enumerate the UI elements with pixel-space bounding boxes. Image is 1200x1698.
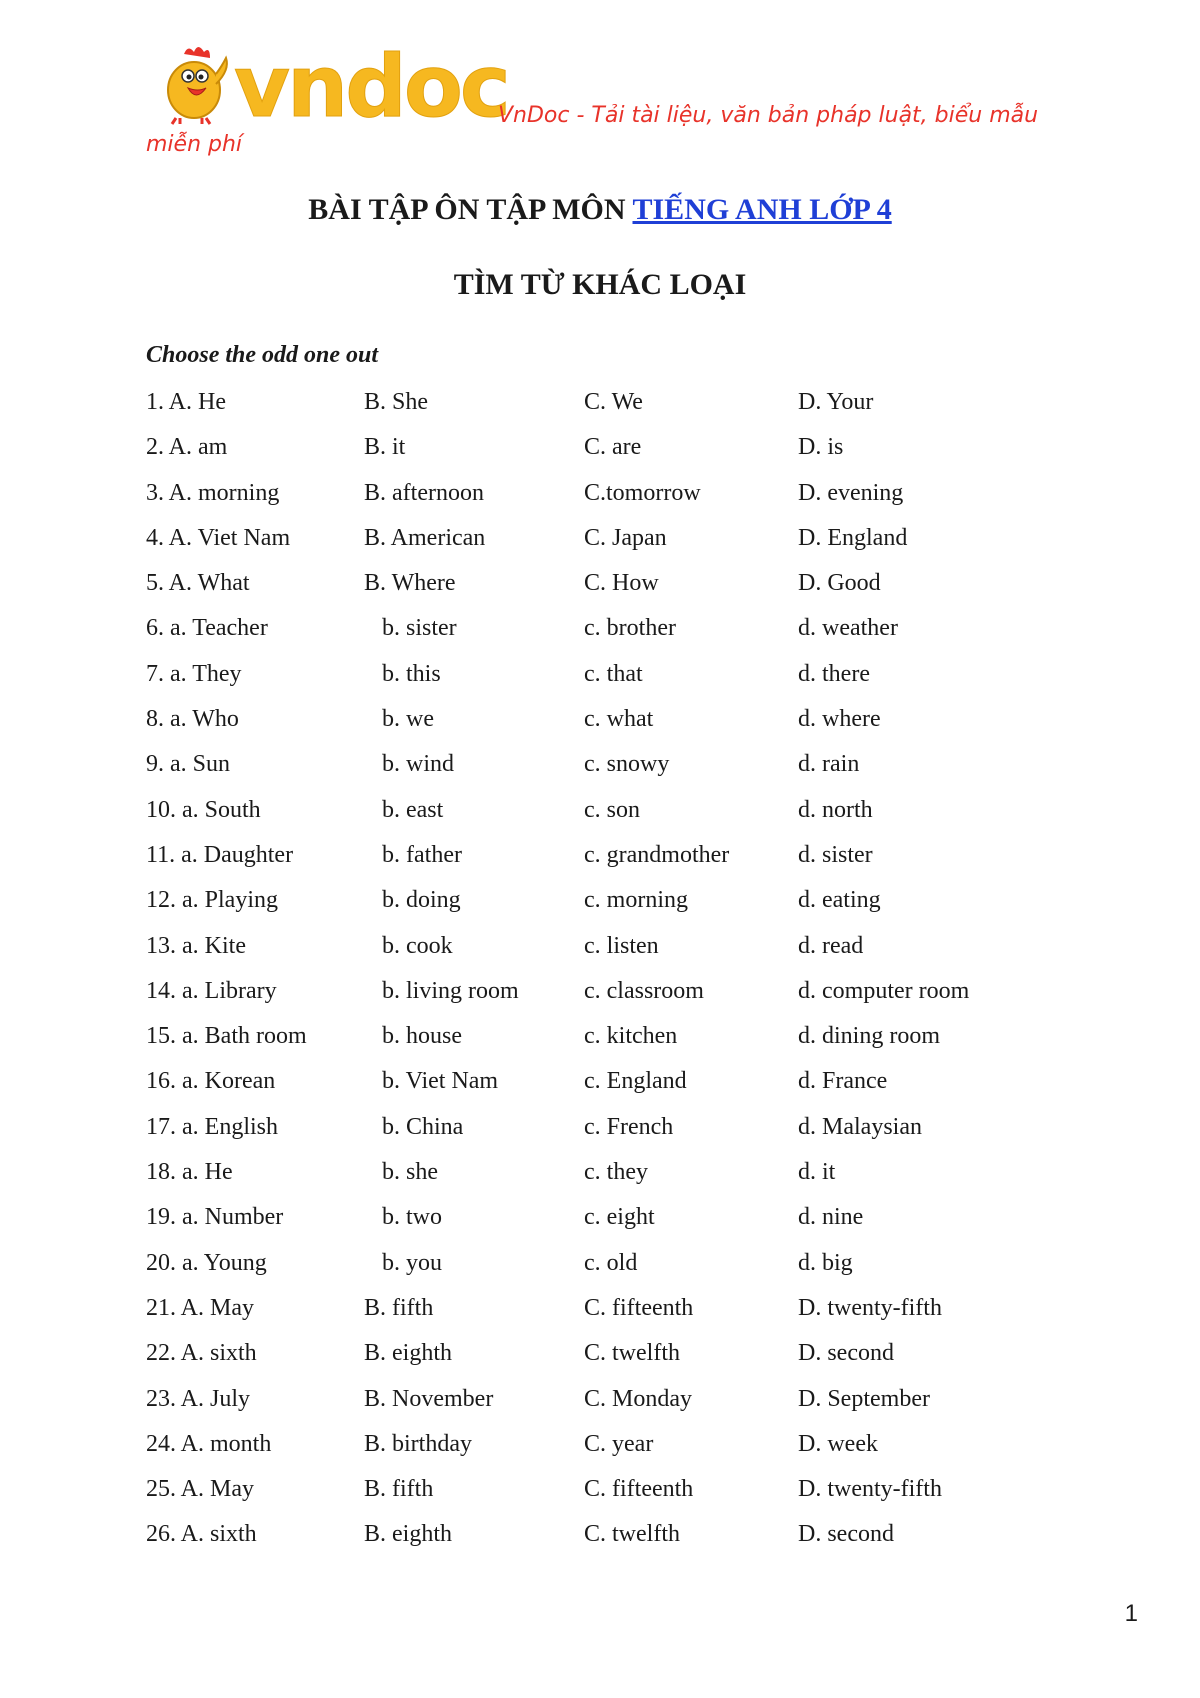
option-b: B. fifth <box>364 1294 434 1321</box>
option-a: 13. a. Kite <box>146 932 246 959</box>
option-b: b. this <box>382 660 441 687</box>
question-row <box>146 878 1046 923</box>
option-d: d. where <box>798 706 881 733</box>
option-d: D. Good <box>798 570 881 597</box>
option-c: c. old <box>584 1249 638 1276</box>
option-b: b. we <box>382 706 434 733</box>
option-c: C. are <box>584 434 642 461</box>
option-b: b. living room <box>382 977 519 1004</box>
option-a: 15. a. Bath room <box>146 1023 307 1050</box>
option-d: d. computer room <box>798 977 970 1004</box>
question-row <box>146 425 1046 470</box>
option-a: 6. a. Teacher <box>146 615 268 642</box>
option-d: D. England <box>798 524 908 551</box>
option-c: C. fifteenth <box>584 1294 694 1321</box>
option-d: d. France <box>798 1068 888 1095</box>
option-c: c. snowy <box>584 751 670 778</box>
option-b: B. November <box>364 1385 494 1412</box>
option-c: c. that <box>584 660 643 687</box>
page-header <box>146 37 1126 160</box>
option-d: d. nine <box>798 1204 864 1231</box>
option-d: d. sister <box>798 841 873 868</box>
chicken-mascot-icon <box>154 40 240 126</box>
option-c: c. French <box>584 1113 674 1140</box>
option-d: D. is <box>798 434 844 461</box>
question-row <box>146 969 1046 1014</box>
option-d: D. second <box>798 1521 894 1548</box>
option-b: b. China <box>382 1113 464 1140</box>
option-a: 19. a. Number <box>146 1204 284 1231</box>
option-b: b. Viet Nam <box>382 1068 499 1095</box>
question-row <box>146 1105 1046 1150</box>
subject-link[interactable]: TIẾNG ANH LỚP 4 <box>632 193 892 226</box>
question-row <box>146 1512 1046 1557</box>
option-a: 16. a. Korean <box>146 1068 276 1095</box>
option-b: b. sister <box>382 615 457 642</box>
option-a: 3. A. morning <box>146 479 280 506</box>
option-b: b. east <box>382 796 444 823</box>
option-a: 12. a. Playing <box>146 887 278 914</box>
option-a: 2. A. am <box>146 434 228 461</box>
option-c: C. fifteenth <box>584 1476 694 1503</box>
question-row <box>146 1150 1046 1195</box>
option-a: 24. A. month <box>146 1430 272 1457</box>
option-d: D. September <box>798 1385 930 1412</box>
question-row <box>146 652 1046 697</box>
question-list <box>146 380 1046 1558</box>
option-b: b. doing <box>382 887 461 914</box>
option-b: B. it <box>364 434 406 461</box>
question-row <box>146 742 1046 787</box>
option-c: C. twelfth <box>584 1521 680 1548</box>
option-b: B. eighth <box>364 1521 452 1548</box>
question-row <box>146 924 1046 969</box>
option-a: 10. a. South <box>146 796 261 823</box>
option-a: 17. a. English <box>146 1113 278 1140</box>
option-d: d. it <box>798 1159 836 1186</box>
question-row <box>146 1331 1046 1376</box>
option-c: c. morning <box>584 887 688 914</box>
option-d: d. big <box>798 1249 853 1276</box>
option-a: 25. A. May <box>146 1476 254 1503</box>
option-d: d. dining room <box>798 1023 940 1050</box>
option-a: 8. a. Who <box>146 706 239 733</box>
option-c: c. grandmother <box>584 841 730 868</box>
question-row <box>146 1422 1046 1467</box>
option-c: c. England <box>584 1068 687 1095</box>
option-b: B. eighth <box>364 1340 452 1367</box>
option-c: c. eight <box>584 1204 655 1231</box>
option-b: b. father <box>382 841 462 868</box>
option-c: C. year <box>584 1430 654 1457</box>
question-row <box>146 1241 1046 1286</box>
section-heading: TÌM TỪ KHÁC LOẠI <box>453 268 747 301</box>
option-d: d. read <box>798 932 864 959</box>
option-d: d. weather <box>798 615 898 642</box>
option-d: D. twenty-fifth <box>798 1294 942 1321</box>
option-b: B. birthday <box>364 1430 472 1457</box>
option-d: D. evening <box>798 479 904 506</box>
option-a: 22. A. sixth <box>146 1340 257 1367</box>
option-d: D. week <box>798 1430 878 1457</box>
option-a: 4. A. Viet Nam <box>146 524 291 551</box>
option-b: b. two <box>382 1204 442 1231</box>
option-b: b. you <box>382 1249 442 1276</box>
option-c: C.tomorrow <box>584 479 701 506</box>
option-d: d. eating <box>798 887 881 914</box>
option-c: c. they <box>584 1159 648 1186</box>
option-d: d. there <box>798 660 870 687</box>
question-row <box>146 833 1046 878</box>
question-row <box>146 471 1046 516</box>
option-d: d. Malaysian <box>798 1113 922 1140</box>
question-row <box>146 380 1046 425</box>
exercise-instruction: Choose the odd one out <box>146 342 379 368</box>
option-b: B. She <box>364 389 429 415</box>
question-row <box>146 1195 1046 1240</box>
question-row <box>146 1467 1046 1512</box>
site-tagline-continuation: miễn phí <box>146 132 243 157</box>
option-a: 18. a. He <box>146 1159 233 1186</box>
question-row <box>146 561 1046 606</box>
option-a: 20. a. Young <box>146 1249 267 1276</box>
question-row <box>146 1377 1046 1422</box>
option-d: d. north <box>798 796 873 823</box>
option-b: B. fifth <box>364 1476 434 1503</box>
option-a: 1. A. He <box>146 389 226 415</box>
option-b: B. American <box>364 524 486 551</box>
option-a: 11. a. Daughter <box>146 841 294 868</box>
question-row <box>146 516 1046 561</box>
option-c: c. brother <box>584 615 676 642</box>
option-a: 7. a. They <box>146 660 242 687</box>
title-prefix: BÀI TẬP ÔN TẬP MÔN <box>308 193 633 226</box>
question-row <box>146 1286 1046 1331</box>
option-c: C. We <box>584 389 643 415</box>
page-number: 1 <box>1124 1600 1138 1627</box>
vndoc-logo: vndoc <box>234 37 508 137</box>
option-b: B. Where <box>364 570 456 597</box>
option-d: D. second <box>798 1340 894 1367</box>
option-d: D. Your <box>798 389 874 415</box>
option-a: 9. a. Sun <box>146 751 230 778</box>
option-a: 26. A. sixth <box>146 1521 257 1548</box>
option-b: b. cook <box>382 932 453 959</box>
option-c: C. Japan <box>584 524 667 551</box>
option-a: 5. A. What <box>146 570 250 597</box>
page-title <box>0 190 1200 230</box>
option-d: D. twenty-fifth <box>798 1476 942 1503</box>
option-c: C. Monday <box>584 1385 692 1412</box>
option-a: 14. a. Library <box>146 977 277 1004</box>
option-c: C. twelfth <box>584 1340 680 1367</box>
option-b: B. afternoon <box>364 479 484 506</box>
option-c: c. listen <box>584 932 659 959</box>
option-d: d. rain <box>798 751 860 778</box>
option-a: 23. A. July <box>146 1385 251 1412</box>
option-c: c. kitchen <box>584 1023 678 1050</box>
option-c: c. what <box>584 706 654 733</box>
question-row <box>146 788 1046 833</box>
option-b: b. wind <box>382 751 454 778</box>
option-a: 21. A. May <box>146 1294 254 1321</box>
option-c: C. How <box>584 570 659 597</box>
option-b: b. she <box>382 1159 438 1186</box>
question-row <box>146 606 1046 651</box>
option-c: c. classroom <box>584 977 704 1004</box>
question-row <box>146 1014 1046 1059</box>
option-c: c. son <box>584 796 640 823</box>
question-row <box>146 697 1046 742</box>
site-tagline: VnDoc - Tải tài liệu, văn bản pháp luật, biểu mẫu <box>498 103 1039 128</box>
option-b: b. house <box>382 1023 462 1050</box>
question-row <box>146 1059 1046 1104</box>
